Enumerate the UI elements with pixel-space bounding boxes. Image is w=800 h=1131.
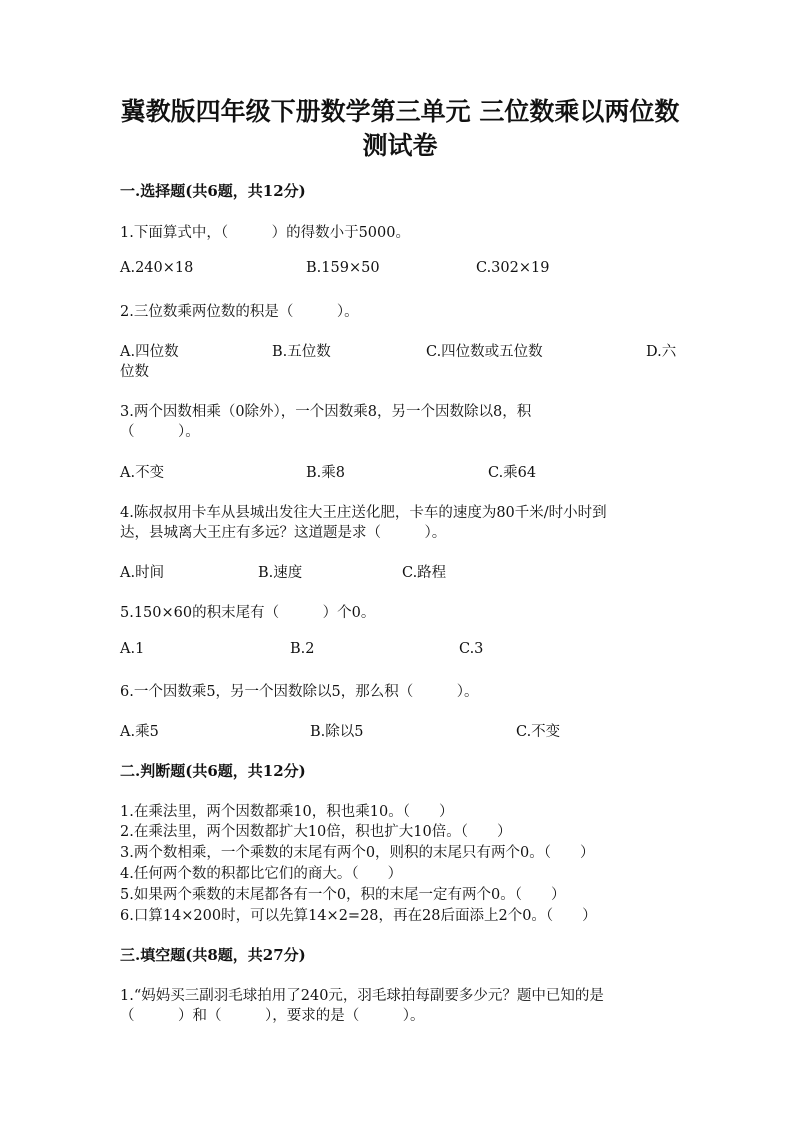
option-b: B.除以5 xyxy=(310,724,364,740)
option-a: A.乘5 xyxy=(120,724,159,740)
question-text-continued: （ ）。 xyxy=(120,424,200,440)
section-header-truefalse: 二.判断题(共6题，共12分) xyxy=(120,762,306,780)
page-title-line1: 冀教版四年级下册数学第三单元 三位数乘以两位数 xyxy=(120,97,680,126)
option-a: A.时间 xyxy=(120,565,165,581)
question-text-continued: （ ）和（ ），要求的是（ ）。 xyxy=(120,1008,425,1024)
question-text: 6.一个因数乘5，另一个因数除以5，那么积（ ）。 xyxy=(120,684,479,700)
option-a: A.240×18 xyxy=(120,260,194,276)
option-b: B.乘8 xyxy=(306,465,345,481)
option-d: D.六 xyxy=(646,344,677,360)
option-c: C.四位数或五位数 xyxy=(426,344,543,360)
question-text: 5.150×60的积末尾有（ ）个0。 xyxy=(120,605,376,621)
option-c: C.乘64 xyxy=(488,465,537,481)
question-text: 4.陈叔叔用卡车从县城出发往大王庄送化肥，卡车的速度为80千米/时小时到 xyxy=(120,505,607,521)
option-b: B.五位数 xyxy=(272,344,331,360)
option-a: A.四位数 xyxy=(120,344,179,360)
question-text: 1.“妈妈买三副羽毛球拍用了240元，羽毛球拍每副要多少元？题中已知的是 xyxy=(120,988,604,1004)
option-b: B.速度 xyxy=(258,565,303,581)
question-text: 1.下面算式中，（ ）的得数小于5000。 xyxy=(120,225,410,241)
truefalse-item: 5.如果两个乘数的末尾都各有一个0，积的末尾一定有两个0。（ ） xyxy=(120,887,566,903)
truefalse-item: 2.在乘法里，两个因数都扩大10倍，积也扩大10倍。（ ） xyxy=(120,824,512,840)
option-b: B.2 xyxy=(290,641,315,657)
option-c: C.路程 xyxy=(402,565,447,581)
option-c: C.302×19 xyxy=(476,260,550,276)
question-text-continued: 达，县城离大王庄有多远？这道题是求（ ）。 xyxy=(120,525,447,541)
option-a: A.1 xyxy=(120,641,145,657)
question-text: 3.两个因数相乘（0除外），一个因数乘8，另一个因数除以8，积 xyxy=(120,404,532,420)
option-c: C.不变 xyxy=(516,724,561,740)
section-header-choice: 一.选择题(共6题，共12分) xyxy=(120,182,306,200)
truefalse-item: 3.两个数相乘，一个乘数的末尾有两个0，则积的末尾只有两个0。（ ） xyxy=(120,845,595,861)
truefalse-item: 6.口算14×200时，可以先算14×2=28，再在28后面添上2个0。（ ） xyxy=(120,908,597,924)
option-c: C.3 xyxy=(459,641,484,657)
option-d-continued: 位数 xyxy=(120,364,149,380)
section-header-fillin: 三.填空题(共8题，共27分) xyxy=(120,946,306,964)
option-b: B.159×50 xyxy=(306,260,380,276)
truefalse-item: 4.任何两个数的积都比它们的商大。（ ） xyxy=(120,866,403,882)
question-text: 2.三位数乘两位数的积是（ ）。 xyxy=(120,304,359,320)
option-a: A.不变 xyxy=(120,465,165,481)
truefalse-item: 1.在乘法里，两个因数都乘10，积也乘10。（ ） xyxy=(120,804,454,820)
page-title-line2: 测试卷 xyxy=(362,131,438,160)
